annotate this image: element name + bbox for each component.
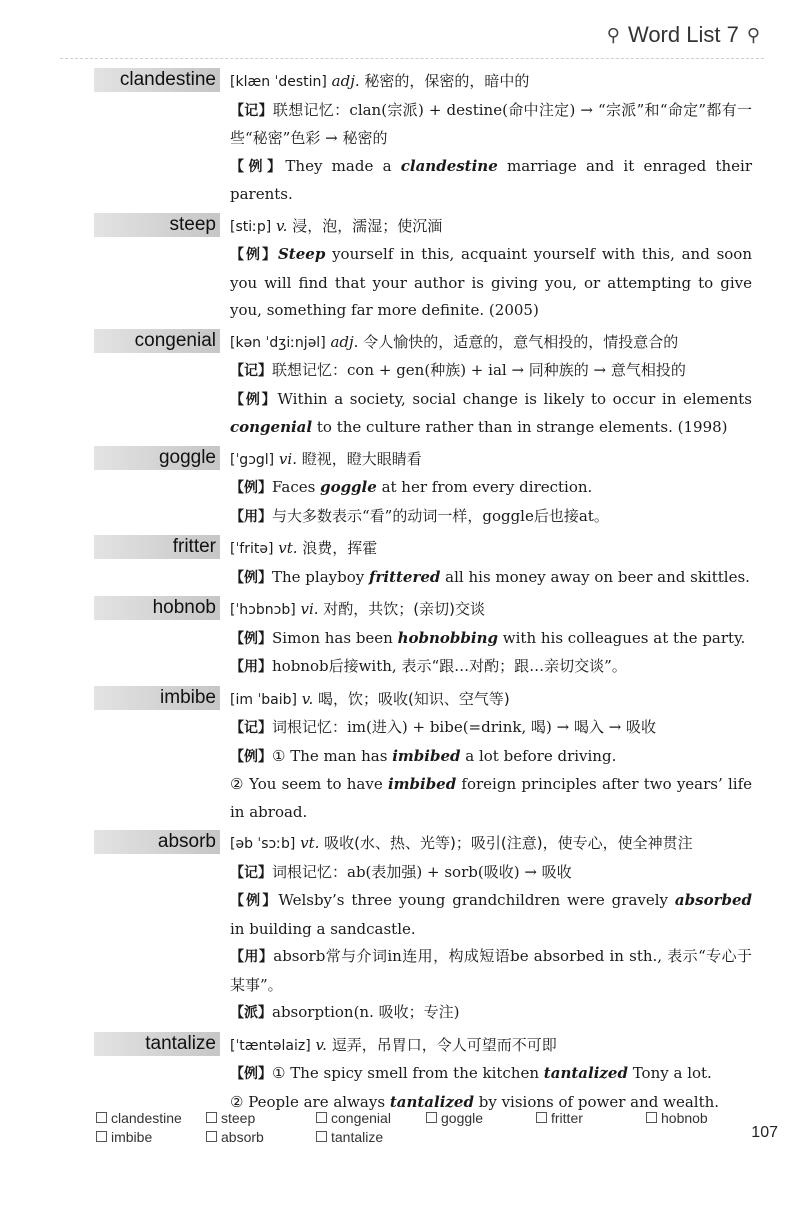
- example-text: Simon has been: [272, 628, 398, 647]
- definition-text: 浸，泡，濡湿；使沉湎: [292, 216, 443, 235]
- note-tag: 【例】: [230, 748, 272, 765]
- definition-text: 喝，饮；吸收(知识、空气等): [318, 689, 510, 708]
- part-of-speech: v.: [315, 1035, 327, 1054]
- note-tag: 【例】: [230, 630, 272, 647]
- entry-body: [230, 1032, 752, 1117]
- note-text: 联想记忆：clan(宗派) + destine(命中注定) → “宗派”和“命定”都有一些“秘密”色彩 → 秘密的: [230, 100, 752, 147]
- entry-definition-line: [230, 1032, 752, 1061]
- entry-note: [230, 714, 752, 743]
- example-text: ① The man has: [272, 746, 393, 765]
- phonetic-text: [klæn ˈdestin]: [230, 74, 327, 90]
- note-tag: 【记】: [230, 363, 272, 379]
- word-entry: [0, 1032, 800, 1117]
- review-item: [536, 1110, 646, 1126]
- review-item: [96, 1110, 206, 1126]
- page-header: [607, 22, 760, 48]
- review-item: [646, 1110, 756, 1126]
- example-text: all his money away on beer and skittles.: [440, 567, 750, 586]
- headword-label: hobnob: [94, 596, 220, 620]
- entry-definition-line: [230, 686, 752, 715]
- part-of-speech: adj.: [330, 332, 359, 351]
- review-word: absorb: [221, 1129, 264, 1145]
- example-text: Within a society, social change is likely to occur in elements: [277, 389, 752, 408]
- definition-text: 对酌，共饮；(亲切)交谈: [323, 600, 486, 618]
- word-entry: [0, 596, 800, 682]
- lightbulb-icon: ⚲: [606, 24, 620, 45]
- definition-text: 吸收(水、热、光等)；吸引(注意)，使专心，使全神贯注: [324, 834, 693, 852]
- example-keyword: Steep: [277, 245, 326, 263]
- entry-definition-line: [230, 830, 752, 859]
- note-tag: 【例】: [230, 158, 286, 175]
- note-tag: 【用】: [230, 659, 272, 675]
- note-tag: 【记】: [230, 864, 272, 881]
- note-tag: 【例】: [230, 1066, 272, 1082]
- example-text: yourself in this, acquaint yourself with this, and soon you will find that your author is giving you, or attempting to give you, something far more definite. (2005): [230, 245, 752, 319]
- note-text: hobnob后接with, 表示“跟…对酌；跟…亲切交谈”。: [272, 657, 627, 675]
- header-divider: [60, 58, 764, 59]
- entry-note: [230, 859, 752, 888]
- entry-note: [230, 743, 752, 772]
- example-keyword: hobnobbing: [397, 628, 499, 647]
- example-text: at her from every direction.: [376, 478, 593, 496]
- entry-body: [230, 686, 752, 827]
- definition-text: 逗弄，吊胃口，令人可望而不可即: [331, 1035, 557, 1054]
- word-entry: [0, 446, 800, 532]
- entry-note: [230, 564, 752, 593]
- example-keyword: clandestine: [400, 156, 498, 175]
- phonetic-text: [ˈhɔbnɔb]: [230, 602, 296, 618]
- example-keyword: congenial: [230, 418, 313, 436]
- entry-note: [230, 503, 752, 532]
- entry-note: [230, 999, 752, 1028]
- example-text: in building a sandcastle.: [230, 919, 416, 938]
- review-word: tantalize: [331, 1129, 384, 1145]
- example-keyword: imbibed: [392, 746, 461, 765]
- entry-note: [230, 625, 752, 654]
- headword-label: absorb: [94, 830, 220, 854]
- entry-list: [0, 68, 800, 1120]
- word-entry: [0, 329, 800, 442]
- checkbox-icon: [536, 1112, 547, 1123]
- entry-body: [230, 68, 752, 209]
- note-tag: 【用】: [230, 508, 272, 525]
- phonetic-text: [ˈgɔgl]: [230, 451, 275, 468]
- example-text: Welsby’s three young grandchildren were gravely: [278, 891, 675, 909]
- example-text: marriage and it enraged their parents.: [230, 156, 752, 203]
- phonetic-text: [stiːp]: [230, 218, 272, 235]
- entry-note: [230, 943, 752, 999]
- part-of-speech: vi.: [300, 600, 319, 618]
- review-item: [316, 1129, 426, 1145]
- word-entry: [0, 68, 800, 209]
- part-of-speech: vi.: [278, 449, 297, 468]
- example-text: foreign principles after two years’ life in abroad.: [230, 775, 752, 821]
- word-entry: [0, 535, 800, 592]
- phonetic-text: [im ˈbaib]: [230, 691, 297, 708]
- example-text: a lot before driving.: [460, 746, 617, 765]
- checkbox-icon: [96, 1131, 107, 1142]
- phonetic-text: [ˈtæntəlaiz]: [230, 1037, 311, 1054]
- entry-definition-line: [230, 446, 752, 475]
- example-text: ① The spicy smell from the kitchen: [272, 1064, 544, 1082]
- entry-note: [230, 153, 752, 209]
- review-word: fritter: [551, 1110, 583, 1126]
- entry-body: [230, 596, 752, 682]
- note-tag: 【例】: [230, 480, 272, 496]
- review-item: [316, 1110, 426, 1126]
- note-text: absorb常与介词in连用，构成短语be absorbed in sth., 表示“专心于某事”。: [230, 947, 752, 994]
- entry-body: [230, 213, 752, 325]
- note-tag: 【记】: [230, 102, 273, 119]
- headword-label: goggle: [94, 446, 220, 470]
- checkbox-icon: [96, 1112, 107, 1123]
- entry-definition-line: [230, 596, 752, 625]
- headword-label: clandestine: [94, 68, 220, 92]
- entry-definition-line: [230, 535, 752, 564]
- lightbulb-icon: ⚲: [746, 24, 760, 45]
- definition-text: 秘密的，保密的，暗中的: [364, 72, 530, 90]
- example-text: The playboy: [272, 567, 370, 586]
- checkbox-icon: [316, 1131, 327, 1142]
- part-of-speech: v.: [275, 216, 288, 235]
- review-word: steep: [221, 1110, 256, 1126]
- checkbox-icon: [316, 1112, 327, 1123]
- note-tag: 【派】: [230, 1005, 272, 1021]
- word-entry: [0, 830, 800, 1028]
- word-entry: [0, 686, 800, 827]
- headword-label: congenial: [94, 329, 220, 353]
- entry-body: [230, 329, 752, 442]
- definition-text: 令人愉快的，适意的，意气相投的，情投意合的: [363, 332, 679, 351]
- example-text: ② You seem to have: [230, 775, 388, 793]
- example-text: by visions of power and wealth.: [473, 1092, 720, 1111]
- note-tag: 【记】: [230, 720, 272, 736]
- entry-definition-line: [230, 68, 752, 97]
- note-text: 与大多数表示“看”的动词一样，goggle后也接at。: [272, 506, 609, 525]
- note-tag: 【例】: [230, 391, 278, 408]
- note-tag: 【例】: [230, 247, 278, 263]
- review-word: goggle: [441, 1110, 484, 1126]
- note-text: 词根记忆：im(进入) + bibe(=drink, 喝) → 喝入 → 吸收: [272, 718, 657, 736]
- headword-label: imbibe: [94, 686, 220, 710]
- entry-note: [230, 386, 752, 442]
- entry-body: [230, 535, 752, 592]
- phonetic-text: [ˈfritə]: [230, 541, 274, 557]
- headword-label: tantalize: [94, 1032, 220, 1056]
- headword-label: steep: [94, 213, 220, 237]
- phonetic-text: [kən ˈdʒiːnjəl]: [230, 334, 326, 351]
- note-text: 词根记忆：ab(表加强) + sorb(吸收) → 吸收: [272, 862, 572, 881]
- example-keyword: imbibed: [387, 775, 457, 793]
- review-word: congenial: [331, 1110, 391, 1126]
- review-word: clandestine: [111, 1110, 182, 1126]
- example-text: They made a: [285, 156, 401, 175]
- header-title: Word List 7: [627, 22, 739, 47]
- word-entry: [0, 213, 800, 325]
- example-keyword: absorbed: [674, 891, 753, 909]
- headword-label: fritter: [94, 535, 220, 559]
- part-of-speech: adj.: [331, 72, 360, 90]
- part-of-speech: vt.: [300, 834, 320, 852]
- part-of-speech: v.: [301, 689, 314, 708]
- entry-note: [230, 771, 752, 826]
- example-text: Faces: [272, 478, 321, 496]
- example-keyword: frittered: [369, 567, 441, 586]
- example-keyword: tantalized: [543, 1064, 628, 1082]
- note-tag: 【例】: [230, 569, 272, 586]
- entry-note: [230, 97, 752, 153]
- entry-note: [230, 357, 752, 386]
- review-checklist: [96, 1110, 756, 1145]
- entry-body: [230, 830, 752, 1028]
- entry-note: [230, 1060, 752, 1089]
- checkbox-icon: [206, 1131, 217, 1142]
- note-tag: 【用】: [230, 949, 274, 965]
- entry-note: [230, 887, 752, 943]
- review-item: [206, 1110, 316, 1126]
- entry-definition-line: [230, 329, 752, 358]
- review-word: imbibe: [111, 1129, 153, 1145]
- example-keyword: tantalized: [389, 1092, 474, 1111]
- part-of-speech: vt.: [278, 539, 298, 557]
- definition-text: 浪费，挥霍: [302, 539, 378, 557]
- entry-definition-line: [230, 213, 752, 242]
- definition-text: 瞪视，瞪大眼睛看: [301, 449, 422, 468]
- entry-note: [230, 474, 752, 503]
- phonetic-text: [əb ˈsɔːb]: [230, 836, 296, 852]
- example-text: to the culture rather than in strange elements. (1998): [312, 418, 728, 436]
- checkbox-icon: [426, 1112, 437, 1123]
- entry-note: [230, 653, 752, 682]
- checkbox-icon: [646, 1112, 657, 1123]
- review-item: [96, 1129, 206, 1145]
- note-text: 联想记忆：con + gen(种族) + ial → 同种族的 → 意气相投的: [272, 361, 686, 379]
- entry-body: [230, 446, 752, 532]
- page-number: 107: [751, 1124, 778, 1141]
- note-text: absorption(n. 吸收；专注): [272, 1003, 460, 1021]
- entry-note: [230, 241, 752, 325]
- review-item: [426, 1110, 536, 1126]
- note-tag: 【例】: [230, 893, 279, 909]
- example-text: with his colleagues at the party.: [498, 628, 746, 647]
- example-keyword: goggle: [320, 478, 377, 496]
- example-text: ② People are always: [230, 1092, 390, 1111]
- checkbox-icon: [206, 1112, 217, 1123]
- review-word: hobnob: [661, 1110, 708, 1126]
- example-text: Tony a lot.: [627, 1064, 712, 1082]
- review-item: [206, 1129, 316, 1145]
